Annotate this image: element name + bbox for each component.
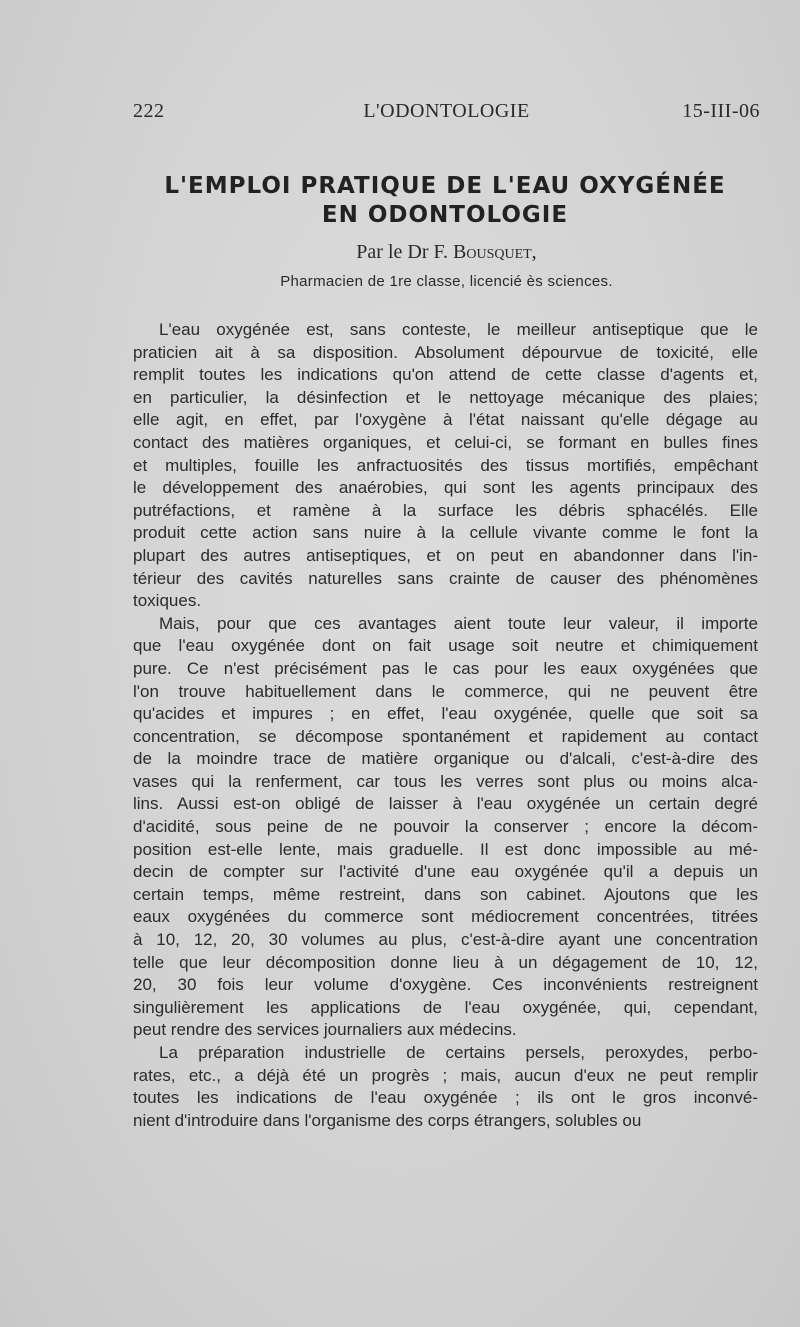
- body-line: eaux oxygénées du commerce sont médiocrement concentrées, titrées: [133, 907, 758, 927]
- body-line: telle que leur décomposition donne lieu à un dégagement de 10, 12,: [133, 952, 758, 972]
- issue-date: 15-III-06: [682, 100, 760, 122]
- body-line: L'eau oxygénée est, sans conteste, le meilleur antiseptique que le: [159, 320, 758, 339]
- body-line: en particulier, la désinfection et le nettoyage mécanique des plaies;: [133, 387, 758, 407]
- author-affiliation: Pharmacien de 1re classe, licencié ès sciences.: [280, 273, 613, 290]
- body-line: putréfactions, et ramène à la surface les débris sphacélés. Elle: [133, 500, 758, 520]
- byline-prefix: Par le Dr F.: [356, 241, 449, 263]
- body-line: elle agit, en effet, par l'oxygène à l'état naissant qu'elle dégage au: [133, 410, 758, 430]
- body-line: La préparation industrielle de certains persels, peroxydes, perbo-: [159, 1043, 758, 1062]
- body-line: certain temps, même restreint, dans son cabinet. Ajoutons que les: [133, 884, 758, 904]
- running-head: [133, 100, 760, 124]
- body-line: produit cette action sans nuire à la cellule vivante comme le font la: [133, 523, 758, 543]
- body-line: et multiples, fouille les anfractuosités des tissus mortifiés, empêchant: [133, 455, 758, 475]
- article-body: [133, 319, 758, 1132]
- body-line: contact des matières organiques, et celui-ci, se formant en bulles fines: [133, 432, 758, 452]
- title-line-1: L'EMPLOI PRATIQUE DE L'EAU OXYGÉNÉE: [164, 173, 726, 199]
- body-line: à 10, 12, 20, 30 volumes au plus, c'est-à-dire ayant une concentration: [133, 930, 758, 950]
- journal-name: L'ODONTOLOGIE: [363, 100, 530, 122]
- body-line: l'on trouve habituellement dans le commerce, qui ne peuvent être: [133, 681, 758, 701]
- body-line: de la moindre trace de matière organique ou d'alcali, c'est-à-dire des: [133, 749, 758, 769]
- article-title: [110, 172, 780, 230]
- body-line: vases qui la renferment, car tous les verres sont plus ou moins alca-: [133, 771, 758, 791]
- body-line: 20, 30 fois leur volume d'oxygène. Ces inconvénients restreignent: [133, 975, 758, 995]
- body-line: plupart des autres antiseptiques, et on peut en abandonner dans l'in-: [133, 545, 758, 565]
- body-line: singulièrement les applications de l'eau oxygénée, qui, cependant,: [133, 997, 758, 1017]
- body-line: toxiques.: [133, 591, 202, 611]
- byline: [133, 241, 760, 264]
- body-line: Mais, pour que ces avantages aient toute leur valeur, il importe: [159, 613, 758, 633]
- body-line: nient d'introduire dans l'organisme des corps étrangers, solubles ou: [133, 1110, 642, 1130]
- body-line: qu'acides et impures ; en effet, l'eau oxygénée, quelle que soit sa: [133, 704, 758, 724]
- author-name: Bousquet,: [453, 241, 537, 263]
- title-line-2: EN ODONTOLOGIE: [321, 202, 569, 228]
- body-line: toutes les indications de l'eau oxygénée ; ils ont le gros inconvé-: [133, 1088, 758, 1108]
- body-line: concentration, se décompose spontanément et rapidement au contact: [133, 726, 758, 746]
- body-line: peut rendre des services journaliers aux médecins.: [133, 1020, 517, 1040]
- body-line: rates, etc., a déjà été un progrès ; mais, aucun d'eux ne peut remplir: [133, 1065, 758, 1085]
- body-line: que l'eau oxygénée dont on fait usage soit neutre et chimiquement: [133, 636, 758, 656]
- body-line: le développement des anaérobies, qui sont les agents principaux des: [133, 478, 758, 498]
- body-line: lins. Aussi est-on obligé de laisser à l'eau oxygénée un certain degré: [133, 794, 758, 814]
- body-line: remplit toutes les indications qu'on attend de cette classe d'agents et,: [133, 365, 758, 385]
- body-line: d'acidité, sous peine de ne pouvoir la conserver ; encore la décom-: [133, 817, 758, 837]
- body-line: térieur des cavités naturelles sans crainte de causer des phénomènes: [133, 568, 758, 588]
- body-line: pure. Ce n'est précisément pas le cas pour les eaux oxygénées que: [133, 658, 758, 678]
- body-line: decin de compter sur l'activité d'une eau oxygénée qu'il a depuis un: [133, 862, 758, 882]
- page-number: 222: [133, 100, 165, 122]
- body-line: position est-elle lente, mais graduelle. Il est donc impossible au mé-: [133, 839, 758, 859]
- body-line: praticien ait à sa disposition. Absolument dépourvue de toxicité, elle: [133, 342, 758, 362]
